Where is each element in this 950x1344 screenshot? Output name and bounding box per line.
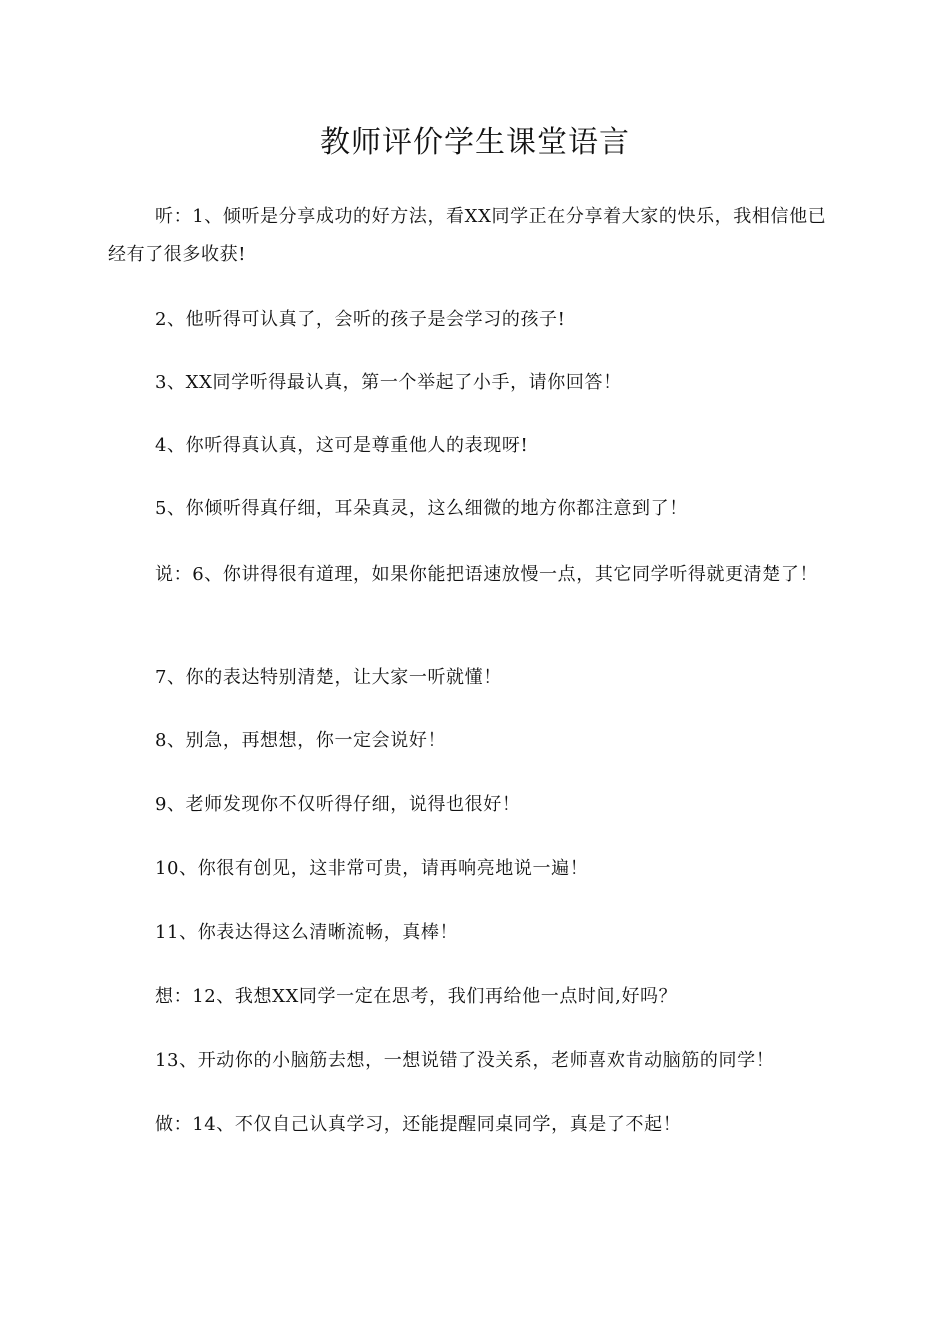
- paragraph-listen-5: 5、你倾听得真仔细，耳朵真灵，这么细微的地方你都注意到了！: [155, 498, 688, 519]
- paragraph-speak-8: 8、别急，再想想，你一定会说好！: [155, 730, 447, 751]
- paragraph-listen-2: 2、他听得可认真了，会听的孩子是会学习的孩子!: [155, 309, 566, 330]
- paragraph-speak-11: 11、你表达得这么清晰流畅，真棒！: [155, 922, 459, 943]
- paragraph-speak-10: 10、你很有创见，这非常可贵，请再响亮地说一遍！: [155, 858, 589, 879]
- document-title: 教师评价学生课堂语言: [320, 125, 630, 160]
- paragraph-listen-4: 4、你听得真认真，这可是尊重他人的表现呀!: [155, 435, 529, 456]
- paragraph-do-14: 做：14、不仅自己认真学习，还能提醒同桌同学，真是了不起！: [155, 1114, 682, 1135]
- paragraph-think-13: 13、开动你的小脑筋去想，一想说错了没关系，老师喜欢肯动脑筋的同学！: [155, 1050, 775, 1071]
- paragraph-speak-7: 7、你的表达特别清楚，让大家一听就懂！: [155, 667, 502, 688]
- paragraph-speak-6: 说：6、你讲得很有道理，如果你能把语速放慢一点，其它同学听得就更清楚了！: [155, 564, 819, 585]
- paragraph-think-12: 想：12、我想XX同学一定在思考，我们再给他一点时间,好吗？: [155, 986, 678, 1007]
- paragraph-speak-9: 9、老师发现你不仅听得仔细，说得也很好！: [155, 794, 521, 815]
- paragraph-listen-3: 3、XX同学听得最认真，第一个举起了小手，请你回答！: [155, 372, 622, 393]
- paragraph-listen-1: 听：1、倾听是分享成功的好方法，看XX同学正在分享着大家的快乐，我相信他已经有了很多收获!: [108, 206, 827, 265]
